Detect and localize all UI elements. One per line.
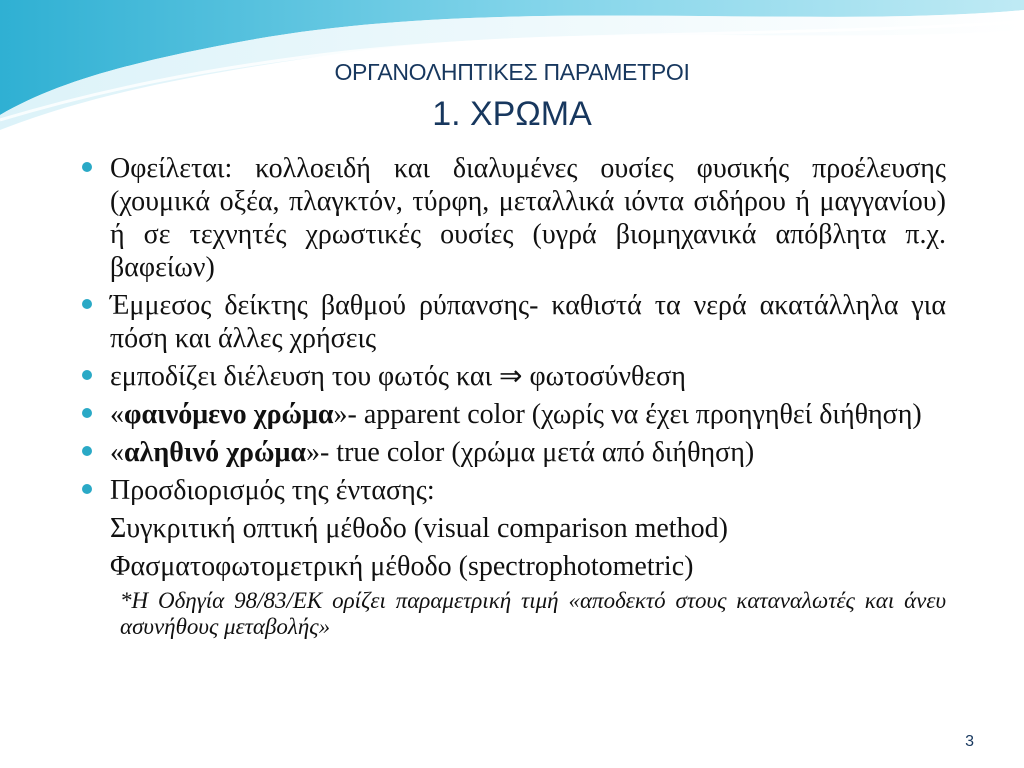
slide-subtitle: 1. ΧΡΩΜΑ [432, 95, 592, 133]
page-number: 3 [965, 733, 974, 750]
bold-term: φαινόμενο χρώμα [124, 399, 334, 430]
bullet-dot-icon [82, 299, 92, 309]
bullet-dot-icon [82, 162, 92, 172]
bullet-item [82, 398, 946, 431]
slide-title: ΟΡΓΑΝΟΛΗΠΤΙΚΕΣ ΠΑΡΑΜΕΤΡΟΙ [334, 59, 690, 85]
bullet-text: εμποδίζει διέλευση του φωτός και [110, 361, 500, 392]
bullet-dot-icon [82, 446, 92, 456]
bullet-item [82, 152, 946, 284]
footnote: *Η Οδηγία 98/83/ΕΚ ορίζει παραμετρική τιμή «αποδεκτό στους καταναλωτές και άνευ ασυνήθους μεταβολής» [120, 588, 946, 639]
bullet-text-end: φωτοσύνθεση [522, 361, 686, 392]
bullet-dot-icon [82, 484, 92, 494]
bullet-text: Προσδιορισμός της έντασης: [110, 475, 435, 506]
bullet-text: Οφείλεται: κολλοειδή και διαλυμένες ουσίες φυσικής προέλευσης (χουμικά οξέα, πλαγκτόν, τύρφη, μεταλλικά ιόντα σιδήρου ή μαγγανίου) ή σε τεχνητές χρωστικές ουσίες (υγρά βιομηχανικά απόβλητα π.χ. βαφείων) [110, 153, 946, 283]
bullet-text: »- apparent color (χωρίς να έχει προηγηθεί διήθηση) [333, 399, 922, 430]
bullet-dot-icon [82, 408, 92, 418]
quote-open: « [110, 399, 124, 430]
bullet-item [82, 360, 946, 393]
bullet-dot-icon [82, 370, 92, 380]
implies-arrow-icon: ⇒ [499, 361, 523, 392]
bold-term: αληθινό χρώμα [124, 437, 306, 468]
slide-content [82, 152, 946, 640]
method-line: Συγκριτική οπτική μέθοδο (visual comparison method) [110, 513, 728, 544]
bullet-item [82, 436, 946, 469]
bullet-item [82, 289, 946, 355]
bullet-text: »- true color (χρώμα μετά από διήθηση) [305, 437, 755, 468]
bullet-text: Έμμεσος δείκτης βαθμού ρύπανσης- καθιστά τα νερά ακατάλληλα για πόση και άλλες χρήσεις [110, 290, 946, 354]
bullet-item [82, 474, 946, 507]
quote-open: « [110, 437, 124, 468]
method-line: Φασματοφωτομετρική μέθοδο (spectrophotometric) [110, 551, 694, 582]
